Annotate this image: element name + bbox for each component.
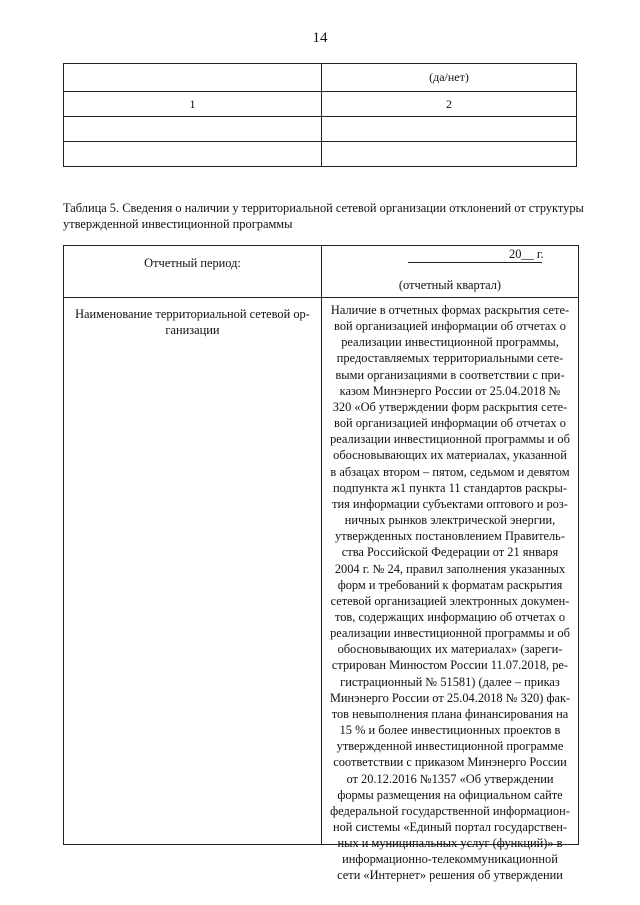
table-row (64, 92, 577, 117)
content-line: ства Российской Федерации от 21 января (341, 545, 559, 560)
content-line: утвержденных постановлением Правитель- (335, 529, 565, 544)
period-value-cell (322, 246, 579, 298)
content-line: казом Минэнерго России от 25.04.2018 № (339, 383, 561, 398)
content-line: обосновывающих их материалах» (зареги- (337, 642, 563, 657)
table-cell (322, 142, 577, 167)
content-line: выми организациями в соответствии с при- (335, 367, 565, 382)
table-cell (64, 117, 322, 142)
page-number: 14 (312, 30, 328, 46)
content-line: ной системы «Единый портал государствен- (332, 820, 568, 834)
main-table (63, 245, 579, 883)
content-line: формы размещения на официальном сайте (337, 787, 563, 802)
table-cell (64, 64, 322, 92)
table-row (64, 142, 577, 167)
content-line: тов, содержащих информацию об отчетах о (334, 609, 566, 624)
caption-line: Таблица 5. Сведения о наличии у территориальной сетевой организации отклонений от структуры (63, 201, 584, 215)
content-line: реализации инвестиционной программы и об (330, 432, 570, 447)
period-label-cell (64, 246, 322, 298)
content-line: вой организацией информации об отчетах о (334, 416, 566, 431)
content-line: предоставляемых территориальными сете- (336, 351, 564, 366)
content-line: реализации инвестиционной программы, (341, 335, 559, 350)
table-caption (63, 200, 584, 232)
content-line: федеральной государственной информацион- (330, 803, 570, 818)
period-year: 20__ г. (509, 247, 544, 261)
org-name-cell (64, 298, 322, 845)
header-cell-yes-no: (да/нет) (322, 64, 577, 92)
table-row (64, 64, 577, 92)
content-line: стрирован Минюстом России 11.07.2018, ре- (331, 658, 569, 673)
content-line: в абзацах втором – пятом, седьмом и девятом (330, 464, 570, 479)
table-cell (322, 117, 577, 142)
content-line: ничных рынков электрической энергии, (344, 513, 556, 528)
content-line: от 20.12.2016 №1357 «Об утверждении (346, 771, 554, 786)
content-line: вой организацией информации об отчетах о (334, 319, 566, 334)
content-line: гистрационный № 51581) (далее – приказ (340, 674, 560, 689)
org-label-line: Наименование территориальной сетевой ор- (75, 307, 310, 321)
content-line: 320 «Об утверждении форм раскрытия сете- (332, 399, 568, 414)
column-number-cell: 2 (322, 92, 577, 117)
content-line: сетевой организацией электронных докумен- (330, 593, 570, 608)
content-line: соответствии с приказом Минэнерго России (333, 755, 567, 770)
content-line: информационно-телекоммуникационной (342, 852, 558, 867)
period-sublabel: (отчетный квартал) (398, 278, 502, 292)
content-line: обосновывающих их материалах, указанной (333, 448, 567, 463)
content-line: подпункта ж1 пункта 11 стандартов раскры- (333, 480, 567, 495)
content-line: Наличие в отчетных формах раскрытия сете- (330, 303, 570, 317)
content-text (322, 298, 578, 883)
content-line: 15 % и более инвестиционных проектов в (339, 723, 561, 738)
content-line: ных и муниципальных услуг (функций)» в (337, 836, 563, 851)
content-line: Минэнерго России от 25.04.2018 № 320) фак- (329, 690, 571, 705)
content-line: тов невыполнения плана финансирования на (331, 706, 569, 721)
org-label-line: ганизации (165, 323, 220, 337)
content-line: реализации инвестиционной программы и об (330, 626, 570, 641)
table-row (64, 117, 577, 142)
content-cell (322, 298, 579, 883)
content-line: сети «Интернет» решения об утверждении (337, 868, 563, 883)
content-line: утвержденной инвестиционной программе (336, 739, 564, 754)
content-line: тия информации субъектами оптового и роз- (332, 496, 568, 511)
column-number-cell: 1 (64, 92, 322, 117)
period-label: Отчетный период: (144, 256, 241, 270)
table-row (64, 298, 579, 845)
top-table (63, 63, 577, 167)
table-cell (64, 142, 322, 167)
content-line: форм и требований к форматам раскрытия (337, 577, 563, 592)
table-row (64, 246, 579, 298)
content-line: 2004 г. № 24, правил заполнения указанных (334, 561, 566, 576)
caption-line: утвержденной инвестиционной программы (63, 217, 293, 231)
